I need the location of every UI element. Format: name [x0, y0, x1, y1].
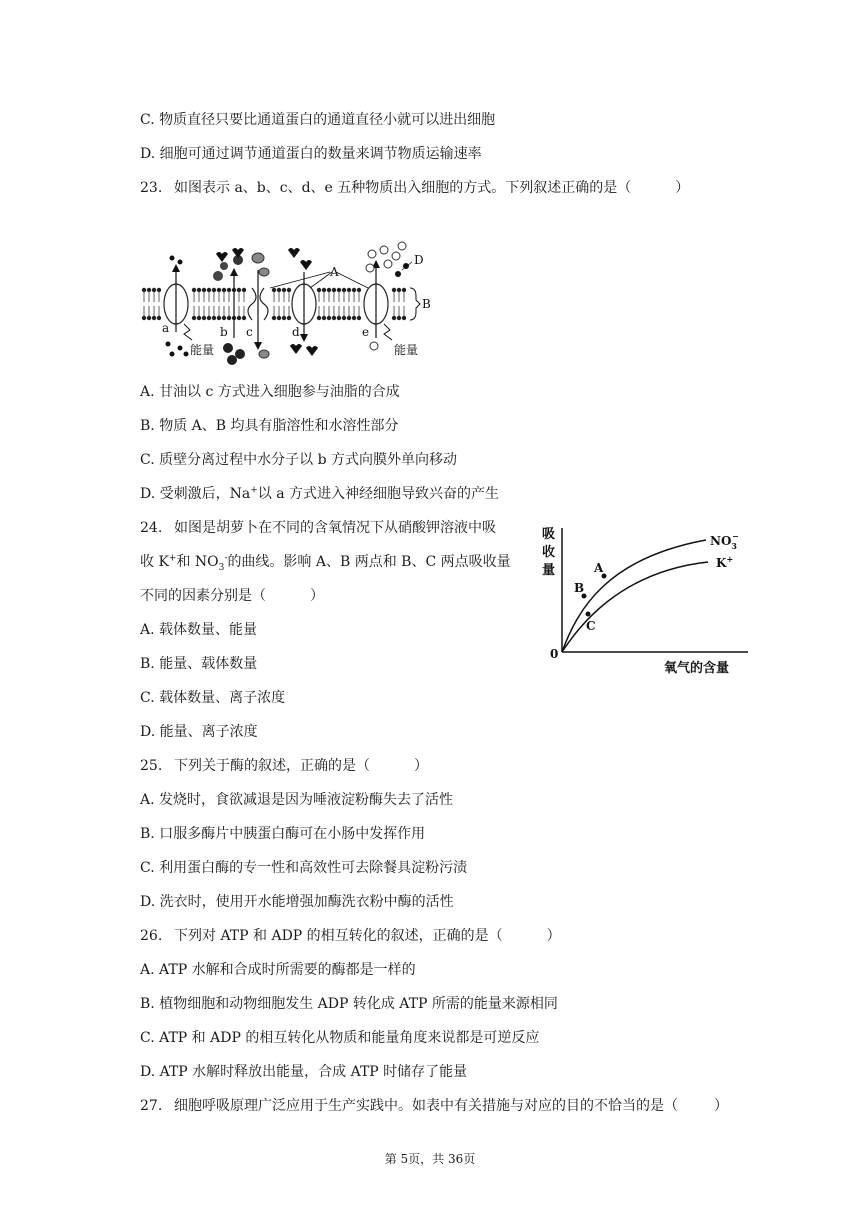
option-b-q24: B. 能量、载体数量: [140, 656, 258, 672]
label-a: a: [162, 321, 170, 335]
question-26: 26. 下列对 ATP 和 ADP 的相互转化的叙述，正确的是（ ）: [140, 928, 561, 944]
question-number: 23.: [140, 180, 163, 196]
paren-close: ）: [675, 180, 690, 196]
option-d-q22: D. 细胞可通过调节通道蛋白的数量来调节物质运输速率: [140, 146, 482, 162]
molecules-top: [170, 242, 410, 281]
label-energy-right: 能量: [394, 343, 419, 357]
label-b: b: [220, 325, 228, 339]
option-c-q22: C. 物质直径只要比通道蛋白的通道直径小就可以进出细胞: [140, 112, 496, 128]
option-b-q23: B. 物质 A、B 均具有脂溶性和水溶性部分: [140, 418, 399, 434]
x-axis-label: 氧气的含量: [664, 661, 730, 676]
y-axis-label-1: 吸: [542, 527, 556, 542]
question-25: 25. 下列关于酶的叙述，正确的是（ ）: [140, 758, 428, 774]
option-d-q26: D. ATP 水解时释放出能量，合成 ATP 时储存了能量: [140, 1064, 468, 1080]
option-d-q24: D. 能量、离子浓度: [140, 724, 258, 740]
option-c-q24: C. 载体数量、离子浓度: [140, 690, 286, 706]
absorption-chart: [538, 518, 758, 678]
question-27: 27. 细胞呼吸原理广泛应用于生产实践中。如表中有关措施与对应的目的不恰当的是（ ）: [140, 1098, 728, 1114]
question-23: [140, 178, 689, 198]
option-c-q26: C. ATP 和 ADP 的相互转化从物质和能量角度来说都是可逆反应: [140, 1030, 540, 1046]
channel-protein-c-left: [248, 288, 256, 320]
point-B-label: B: [574, 581, 585, 595]
label-c: c: [246, 325, 253, 339]
page-footer: 第 5页，共 36页: [384, 1152, 476, 1166]
series-k-label: K+: [716, 554, 734, 570]
option-a-q24: A. 载体数量、能量: [140, 622, 258, 638]
question-24-line3: 不同的因素分别是（ ）: [140, 588, 324, 604]
series-no3-label: $NO_3-$: [710, 531, 739, 551]
series-k-line: [562, 562, 708, 652]
y-axis-label-2: 收: [542, 545, 556, 560]
label-D: D: [414, 253, 424, 267]
y-axis-label-3: 量: [542, 563, 556, 578]
point-A-label: A: [594, 561, 604, 575]
question-stem: 如图表示 a、b、c、d、e 五种物质出入细胞的方式。下列叙述正确的是（: [174, 180, 632, 196]
point-C-label: C: [586, 619, 596, 633]
question-number: 27.: [140, 1098, 163, 1114]
option-c-q23: C. 质壁分离过程中水分子以 b 方式向膜外单向移动: [140, 452, 457, 468]
option-b-q25: B. 口服多酶片中胰蛋白酶可在小肠中发挥作用: [140, 826, 426, 842]
point-C: [586, 612, 591, 617]
question-number: 25.: [140, 758, 163, 774]
question-24-line1: 24. 如图是胡萝卜在不同的含氧情况下从硝酸钾溶液中吸: [140, 520, 496, 536]
option-a-q25: A. 发烧时，食欲减退是因为唾液淀粉酶失去了活性: [140, 792, 454, 808]
label-e: e: [362, 325, 370, 339]
label-B: B: [422, 297, 431, 311]
channel-protein-c-right: [260, 288, 268, 320]
question-24-line2: 收 K+和 $NO_3^-$的曲线。影响 A、B 两点和 B、C 两点吸收量: [140, 553, 511, 573]
option-a-q23: A. 甘油以 c 方式进入细胞参与油脂的合成: [140, 384, 400, 400]
option-d-q23: D. 受刺激后，Na+以 a 方式进入神经细胞导致兴奋的产生: [140, 485, 500, 502]
origin-label: 0: [550, 647, 559, 661]
label-energy-left: 能量: [190, 343, 215, 357]
option-b-q26: B. 植物细胞和动物细胞发生 ADP 转化成 ATP 所需的能量来源相同: [140, 996, 558, 1012]
option-c-q25: C. 利用蛋白酶的专一性和高效性可去除餐具淀粉污渍: [140, 860, 468, 876]
label-A: A: [330, 265, 339, 279]
question-number: 26.: [140, 928, 163, 944]
option-a-q26: A. ATP 水解和合成时所需要的酶都是一样的: [140, 962, 416, 978]
membrane-transport-figure: [140, 240, 440, 370]
question-number: 24.: [140, 520, 163, 536]
option-d-q25: D. 洗衣时，使用开水能增强加酶洗衣粉中酶的活性: [140, 894, 454, 910]
label-d: d: [292, 325, 300, 339]
